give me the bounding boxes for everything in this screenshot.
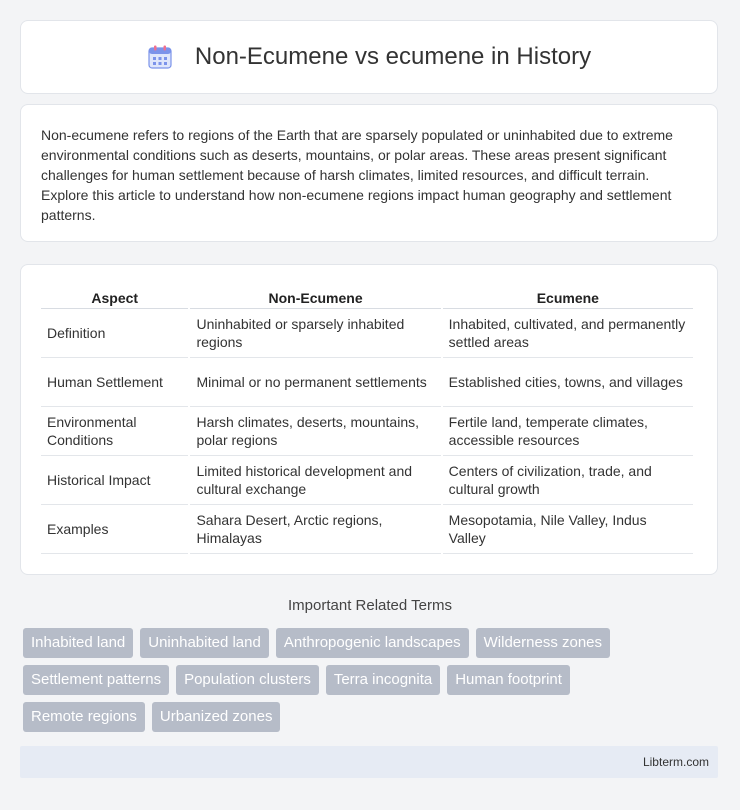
- tag-terra-incognita[interactable]: Terra incognita: [326, 665, 440, 695]
- tag-population-clusters[interactable]: Population clusters: [176, 665, 319, 695]
- tag-remote-regions[interactable]: Remote regions: [23, 702, 145, 732]
- cell-ecumene: Established cities, towns, and villages: [443, 358, 693, 407]
- comparison-table: [39, 285, 695, 554]
- cell-aspect: Examples: [41, 505, 188, 554]
- header-aspect: Aspect: [41, 285, 188, 309]
- header-card: [20, 20, 718, 94]
- cell-ecumene: Mesopotamia, Nile Valley, Indus Valley: [443, 505, 693, 554]
- intro-card: [20, 104, 718, 242]
- table-row: [41, 407, 693, 456]
- cell-non-ecumene: Harsh climates, deserts, mountains, polar regions: [190, 407, 440, 456]
- header-non-ecumene: Non-Ecumene: [190, 285, 440, 309]
- cell-aspect: Historical Impact: [41, 456, 188, 505]
- cell-aspect: Environmental Conditions: [41, 407, 188, 456]
- tag-uninhabited-land[interactable]: Uninhabited land: [140, 628, 269, 658]
- cell-ecumene: Inhabited, cultivated, and permanently settled areas: [443, 309, 693, 358]
- comparison-card: [20, 264, 718, 575]
- tag-urbanized-zones[interactable]: Urbanized zones: [152, 702, 281, 732]
- header-ecumene: Ecumene: [443, 285, 693, 309]
- related-terms-title: Important Related Terms: [288, 597, 452, 614]
- header-inner: [147, 43, 591, 71]
- tag-human-footprint[interactable]: Human footprint: [447, 665, 570, 695]
- table-row: [41, 358, 693, 407]
- tag-inhabited-land[interactable]: Inhabited land: [23, 628, 133, 658]
- calendar-icon: [147, 44, 173, 70]
- cell-aspect: Definition: [41, 309, 188, 358]
- intro-text: Non-ecumene refers to regions of the Earth that are sparsely populated or uninhabited due to extreme environmental conditions such as deserts, mountains, or polar areas. These areas present significant challenges for human settlement because of harsh climates, limited resources, and difficult terrain. Explore this article to understand how non-ecumene regions impact human geography and settlement patterns.: [41, 127, 673, 223]
- table-row: [41, 456, 693, 505]
- cell-non-ecumene: Minimal or no permanent settlements: [190, 358, 440, 407]
- footer-site-link[interactable]: Libterm.com: [642, 755, 709, 769]
- table-row: [41, 505, 693, 554]
- tag-wilderness-zones[interactable]: Wilderness zones: [476, 628, 610, 658]
- cell-aspect: Human Settlement: [41, 358, 188, 407]
- page-title: Non-Ecumene vs ecumene in History: [194, 43, 592, 70]
- cell-non-ecumene: Limited historical development and cultural exchange: [190, 456, 440, 505]
- table-header-row: [41, 285, 693, 309]
- tag-settlement-patterns[interactable]: Settlement patterns: [23, 665, 169, 695]
- cell-non-ecumene: Uninhabited or sparsely inhabited regions: [190, 309, 440, 358]
- related-terms-tags: [23, 628, 683, 739]
- table-row: [41, 309, 693, 358]
- cell-ecumene: Centers of civilization, trade, and cultural growth: [443, 456, 693, 505]
- tag-anthropogenic-landscapes[interactable]: Anthropogenic landscapes: [276, 628, 469, 658]
- cell-ecumene: Fertile land, temperate climates, accessible resources: [443, 407, 693, 456]
- footer: [20, 746, 718, 778]
- cell-non-ecumene: Sahara Desert, Arctic regions, Himalayas: [190, 505, 440, 554]
